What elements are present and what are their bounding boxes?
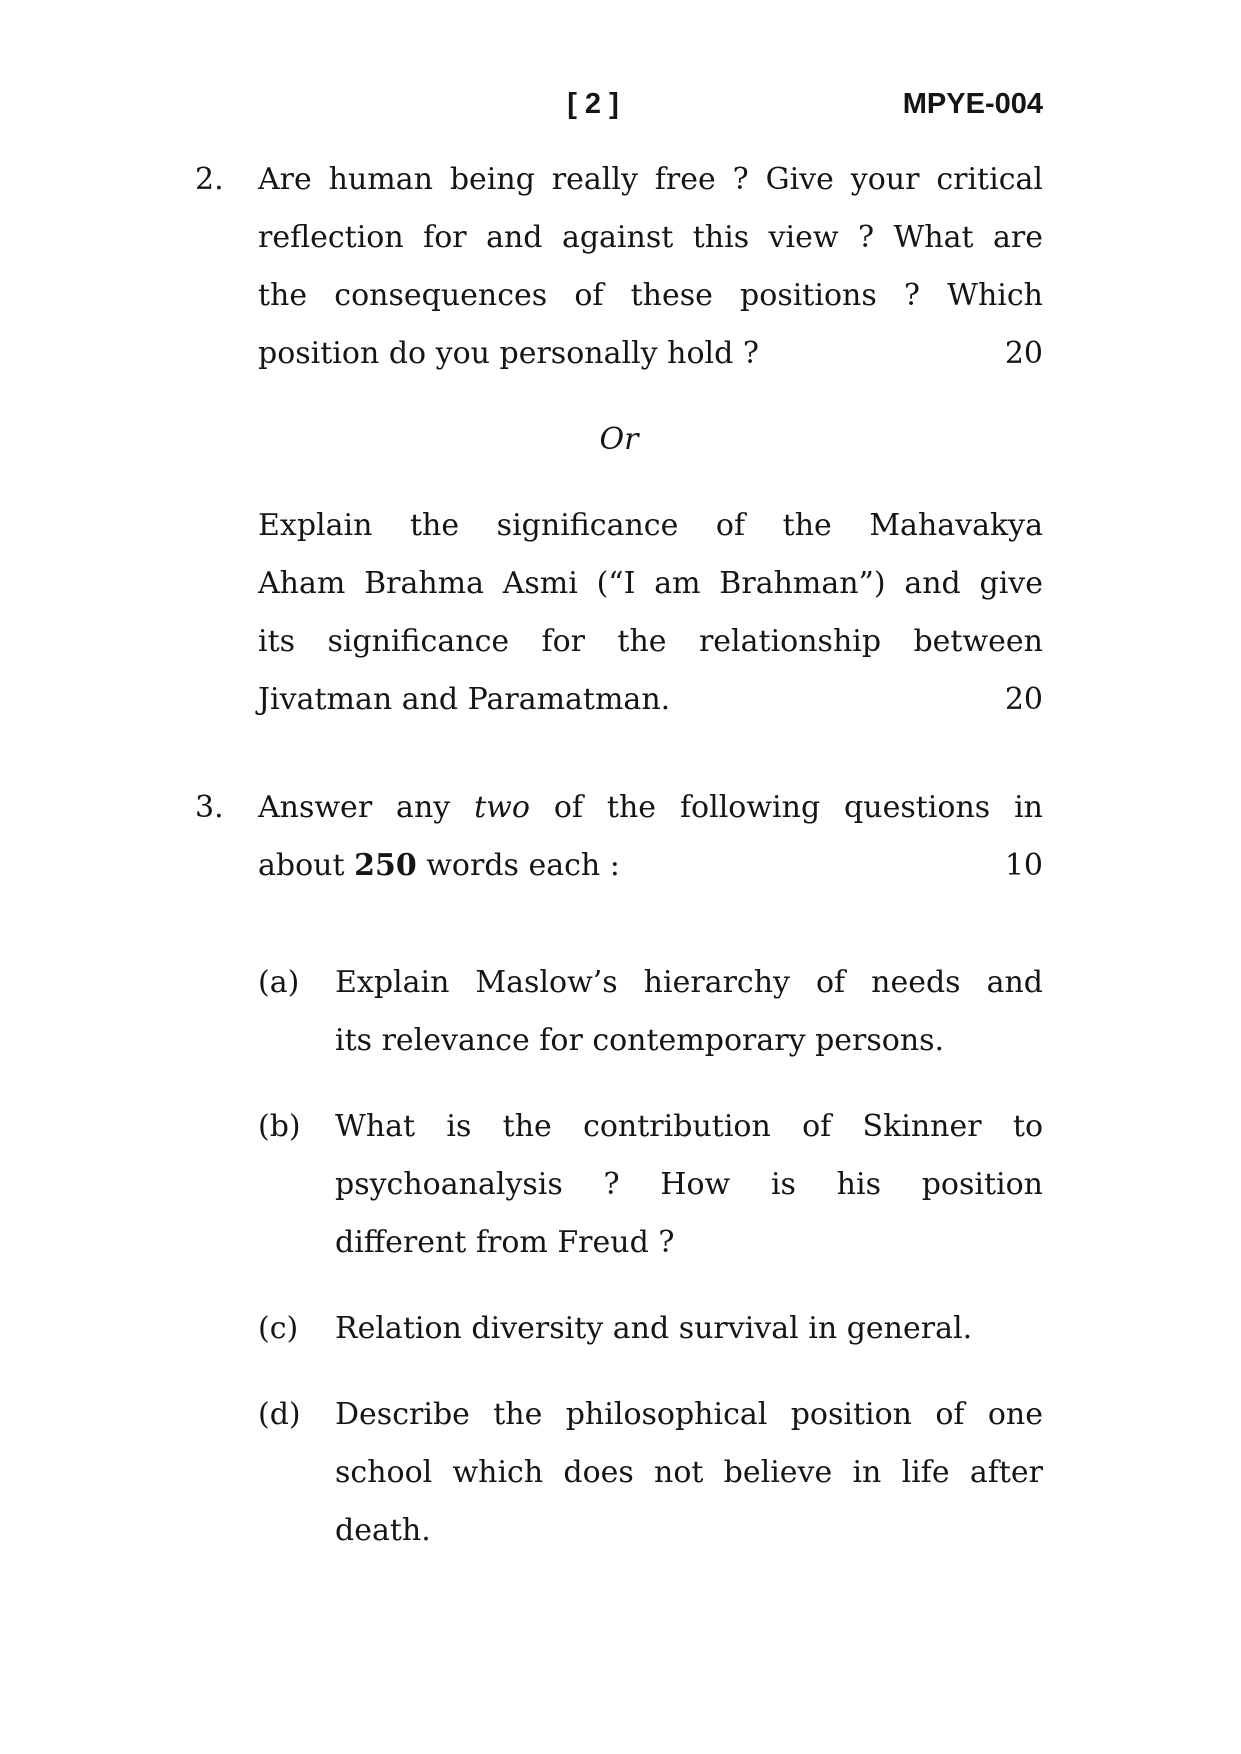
question-line bbox=[258, 837, 1043, 895]
question-2 bbox=[195, 151, 1043, 383]
page-number: [ 2 ] bbox=[567, 88, 619, 120]
question-line: Are human being really free ? Give your critical bbox=[258, 162, 1043, 197]
sub-question-body bbox=[335, 954, 1043, 1070]
sub-question-c bbox=[258, 1300, 1043, 1358]
question-line: Aham Brahma Asmi (“I am Brahman”) and give bbox=[258, 566, 1043, 601]
question-line: reflection for and against this view ? What are bbox=[258, 220, 1043, 255]
sub-question-d bbox=[258, 1386, 1043, 1560]
marks-value: 20 bbox=[1004, 682, 1043, 717]
question-line: the consequences of these positions ? Which bbox=[258, 278, 1043, 313]
sub-question-b bbox=[258, 1098, 1043, 1272]
question-line: death. bbox=[335, 1513, 431, 1548]
question-line: school which does not believe in life after bbox=[335, 1455, 1043, 1490]
sub-question-body bbox=[335, 1300, 1043, 1358]
page-header bbox=[195, 86, 1043, 123]
question-line: different from Freud ? bbox=[335, 1225, 675, 1260]
question-3-number: 3. bbox=[195, 790, 224, 825]
question-2-alternative bbox=[258, 497, 1043, 729]
question-line: psychoanalysis ? How is his position bbox=[335, 1167, 1043, 1202]
question-line-text: Jivatman and Paramatman. bbox=[258, 682, 671, 717]
question-line: Explain Maslow’s hierarchy of needs and bbox=[335, 965, 1043, 1000]
or-separator: Or bbox=[599, 422, 639, 457]
question-2-number: 2. bbox=[195, 162, 224, 197]
question-3-body bbox=[258, 779, 1043, 1560]
question-line-text: of the following questions in bbox=[529, 790, 1043, 825]
marks-value: 10 bbox=[1004, 848, 1043, 883]
sub-question-label: (c) bbox=[258, 1311, 299, 1346]
sub-question-label: (d) bbox=[258, 1397, 301, 1432]
sub-question-body bbox=[335, 1386, 1043, 1560]
question-line: What is the contribution of Skinner to bbox=[335, 1109, 1043, 1144]
question-line: Describe the philosophical position of one bbox=[335, 1397, 1043, 1432]
page-content bbox=[195, 0, 1043, 1560]
question-line bbox=[258, 671, 1043, 729]
question-line-text: words each : bbox=[416, 848, 620, 883]
question-line bbox=[258, 779, 1043, 837]
question-line-text: about bbox=[258, 848, 355, 883]
question-line: Explain the significance of the Mahavakya bbox=[258, 508, 1043, 543]
marks-value: 20 bbox=[1004, 336, 1043, 371]
paper-code: MPYE-004 bbox=[902, 88, 1043, 120]
bold-word: 250 bbox=[354, 848, 417, 883]
question-3 bbox=[195, 779, 1043, 1560]
sub-question-body bbox=[335, 1098, 1043, 1272]
question-2-body bbox=[258, 151, 1043, 383]
question-line-text: position do you personally hold ? bbox=[258, 336, 759, 371]
sub-question-label: (a) bbox=[258, 965, 300, 1000]
emphasized-word: two bbox=[474, 790, 530, 825]
question-line-text: Answer any bbox=[258, 790, 475, 825]
question-line bbox=[258, 325, 1043, 383]
question-line: Relation diversity and survival in general. bbox=[335, 1311, 973, 1346]
question-line: its relevance for contemporary persons. bbox=[335, 1023, 945, 1058]
question-line: its significance for the relationship between bbox=[258, 624, 1043, 659]
sub-question-a bbox=[258, 954, 1043, 1070]
sub-question-label: (b) bbox=[258, 1109, 301, 1144]
